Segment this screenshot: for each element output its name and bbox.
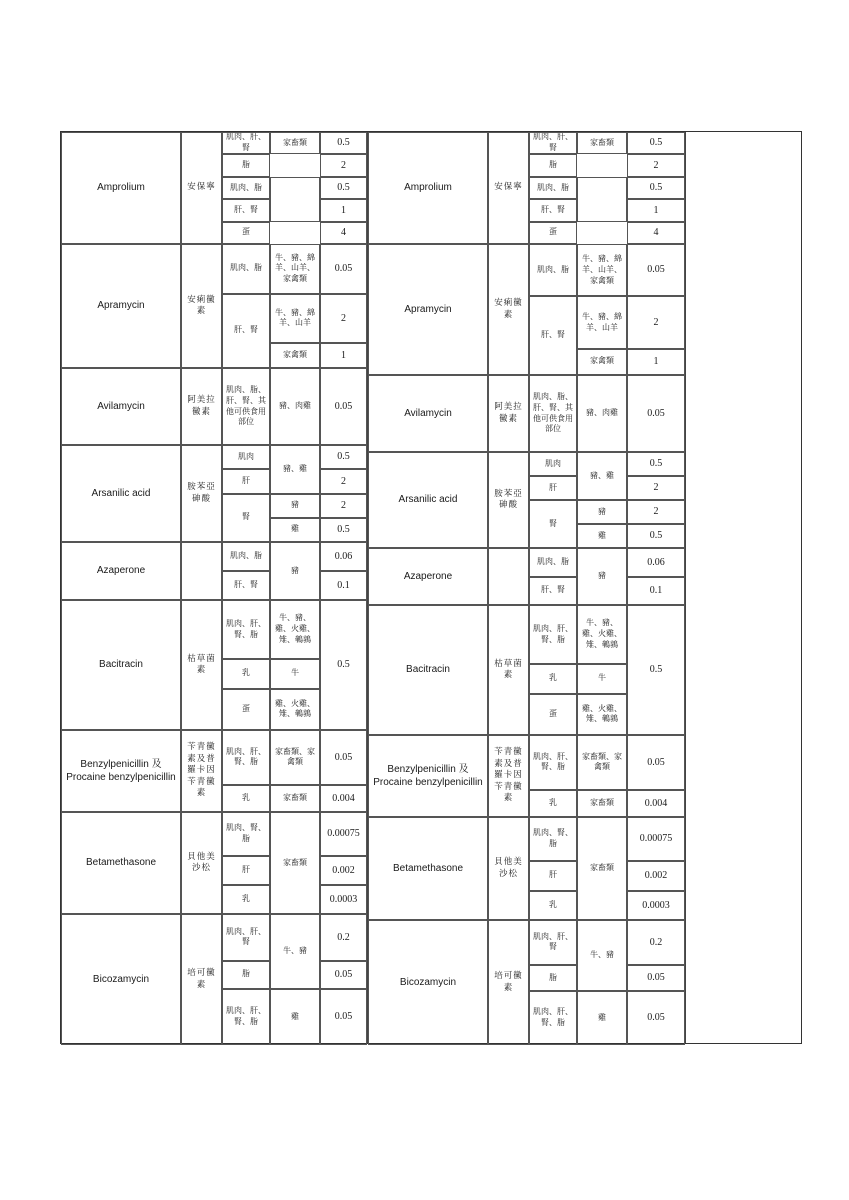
residue-limit: 0.05 [320,244,367,294]
residue-limit: 0.05 [627,244,685,296]
residue-limit: 0.05 [627,735,685,790]
residue-limit: 2 [320,494,367,518]
drug-name-chinese: 安保寧 [488,132,529,244]
tissue: 肌肉、脂 [529,244,577,296]
tissue: 肌肉、脂、肝、腎、其他可供食用部位 [529,375,577,452]
residue-limit: 0.05 [320,730,367,785]
tissue: 乳 [529,664,577,694]
tissue: 肌肉 [529,452,577,476]
species: 豬 [270,542,320,600]
species: 豬 [577,500,627,524]
tissue: 乳 [529,891,577,920]
tissue: 脂 [529,965,577,992]
species: 豬、雞 [270,445,320,494]
drug-name-chinese: 苄青黴素及普羅卡因苄青黴素 [181,730,222,812]
species: 豬、雞 [577,452,627,500]
residue-limit: 0.5 [627,132,685,154]
tissue: 肌肉、肝、腎、脂 [529,605,577,664]
residue-limit: 0.00075 [627,817,685,861]
drug-name-chinese [181,542,222,600]
drug-name: Arsanilic acid [61,445,181,542]
residue-limit: 0.05 [320,961,367,989]
residue-limit: 0.5 [320,177,367,199]
species [577,177,627,222]
drug-name: Avilamycin [368,375,488,452]
residue-limit: 2 [627,154,685,176]
tissue: 乳 [222,885,270,914]
species: 牛、豬、綿羊、山羊 [270,294,320,344]
residue-limit: 0.05 [627,991,685,1045]
residue-limit: 0.5 [320,600,367,730]
residue-limit: 0.0003 [627,891,685,920]
residue-limit: 0.5 [627,524,685,548]
tissue: 肝 [529,476,577,500]
tissue: 乳 [529,790,577,817]
drug-name-chinese: 胺苯亞砷酸 [488,452,529,548]
residue-limit: 0.00075 [320,812,367,856]
drug-name: Apramycin [61,244,181,368]
tissue: 肝 [222,469,270,493]
drug-name: Bacitracin [368,605,488,735]
species: 雞 [577,524,627,548]
species: 家畜類 [577,132,627,154]
residue-limit: 0.5 [627,452,685,476]
residue-limit: 0.5 [320,518,367,542]
drug-name: Azaperone [61,542,181,600]
species: 豬 [577,548,627,605]
residue-table-sheet [60,131,802,1044]
drug-name: Amprolium [368,132,488,244]
tissue: 肝、腎 [222,199,270,221]
tissue: 肌肉、肝、腎、脂 [222,989,270,1045]
residue-limit: 2 [627,500,685,524]
drug-name-chinese: 安痢黴素 [181,244,222,368]
drug-name-chinese [488,548,529,605]
species: 牛 [270,659,320,689]
tissue: 肌肉、脂、肝、腎、其他可供食用部位 [222,368,270,445]
species: 雞、火雞、雉、鵪鶉 [270,689,320,730]
tissue: 肌肉、脂 [529,177,577,199]
drug-name-chinese: 安保寧 [181,132,222,244]
residue-limit: 0.1 [320,571,367,600]
tissue: 肌肉、肝、腎 [222,914,270,961]
residue-limit: 1 [320,343,367,368]
drug-name: Bicozamycin [61,914,181,1045]
tissue: 乳 [222,659,270,689]
residue-limit: 0.5 [320,445,367,469]
residue-limit: 1 [320,199,367,221]
residue-limit: 4 [627,222,685,244]
tissue: 肌肉、肝、腎、脂 [222,730,270,785]
residue-limit: 0.1 [627,577,685,606]
drug-name-chinese: 培可黴素 [488,920,529,1045]
drug-name: Avilamycin [61,368,181,445]
species: 雞 [577,991,627,1045]
residue-limit: 1 [627,349,685,375]
residue-limit: 0.5 [627,605,685,735]
residue-limit: 1 [627,199,685,221]
tissue: 肌肉、脂 [529,548,577,577]
tissue: 腎 [529,500,577,548]
tissue: 肌肉、脂 [222,244,270,294]
tissue: 肌肉、肝、腎、脂 [222,600,270,659]
residue-limit: 0.05 [627,965,685,992]
tissue: 肌肉、腎、脂 [529,817,577,861]
tissue: 脂 [222,154,270,176]
residue-limit: 0.004 [320,785,367,812]
tissue: 肝、腎 [529,199,577,221]
tissue: 蛋 [529,222,577,244]
tissue: 脂 [529,154,577,176]
tissue: 脂 [222,961,270,989]
tissue: 蛋 [222,222,270,244]
species: 牛、豬、綿羊、山羊、家禽類 [577,244,627,296]
species: 家禽類 [270,343,320,368]
residue-limit: 2 [320,154,367,176]
drug-name-chinese: 苄青黴素及普羅卡因苄青黴素 [488,735,529,817]
tissue: 肌肉、腎、脂 [222,812,270,856]
tissue: 肌肉、脂 [222,177,270,199]
species: 家畜類 [270,785,320,812]
species: 雞、火雞、雉、鵪鶉 [577,694,627,735]
drug-name-chinese: 貝他美沙松 [488,817,529,920]
species: 家禽類 [577,349,627,375]
tissue: 肝、腎 [529,296,577,375]
species: 牛、豬、綿羊、山羊、家禽類 [270,244,320,294]
residue-limit: 0.002 [320,856,367,885]
tissue: 肌肉 [222,445,270,469]
drug-name: Arsanilic acid [368,452,488,548]
drug-name: Bacitracin [61,600,181,730]
residue-limit: 0.004 [627,790,685,817]
drug-name: Benzylpenicillin 及 Procaine benzylpenicillin [368,735,488,817]
species: 豬、肉雞 [270,368,320,445]
residue-limit: 0.05 [627,375,685,452]
drug-name-chinese: 培可黴素 [181,914,222,1045]
residue-limit: 0.06 [320,542,367,571]
drug-name-chinese: 貝他美沙松 [181,812,222,914]
tissue: 肝、腎 [222,294,270,368]
tissue: 肝、腎 [222,571,270,600]
tissue: 肌肉、肝、腎、脂 [529,735,577,790]
species: 家畜類 [270,812,320,914]
species: 家畜類、家禽類 [577,735,627,790]
species: 家畜類 [270,132,320,154]
species: 豬、肉雞 [577,375,627,452]
drug-name: Amprolium [61,132,181,244]
tissue: 蛋 [222,689,270,730]
residue-limit: 4 [320,222,367,244]
drug-name-chinese: 安痢黴素 [488,244,529,375]
species: 家畜類 [577,817,627,920]
drug-name: Betamethasone [61,812,181,914]
tissue: 肌肉、肝、腎 [529,920,577,965]
species: 牛、豬、綿羊、山羊 [577,296,627,348]
residue-limit: 0.002 [627,861,685,890]
tissue: 乳 [222,785,270,812]
residue-limit: 0.06 [627,548,685,577]
species: 家畜類、家禽類 [270,730,320,785]
residue-limit: 0.5 [320,132,367,154]
species: 牛、豬 [577,920,627,991]
drug-name: Apramycin [368,244,488,375]
residue-limit: 2 [627,476,685,500]
species: 家畜類 [577,790,627,817]
drug-name-chinese: 胺苯亞砷酸 [181,445,222,542]
residue-limit: 0.5 [627,177,685,199]
residue-limit: 0.0003 [320,885,367,914]
residue-limit: 2 [320,294,367,344]
species: 牛、豬、雞、火雞、雉、鵪鶉 [577,605,627,664]
tissue: 肝 [529,861,577,890]
drug-name: Azaperone [368,548,488,605]
tissue: 肝 [222,856,270,885]
tissue: 肌肉、脂 [222,542,270,571]
drug-name: Bicozamycin [368,920,488,1045]
residue-limit: 0.2 [627,920,685,965]
tissue: 肌肉、肝、腎 [529,132,577,154]
species: 雞 [270,989,320,1045]
drug-name: Benzylpenicillin 及 Procaine benzylpenicillin [61,730,181,812]
residue-limit: 2 [627,296,685,348]
species: 牛 [577,664,627,694]
species: 牛、豬、雞、火雞、雉、鵪鶉 [270,600,320,659]
residue-limit: 2 [320,469,367,493]
tissue: 腎 [222,494,270,543]
drug-name-chinese: 枯草菌素 [488,605,529,735]
species: 豬 [270,494,320,518]
tissue: 肌肉、肝、腎 [222,132,270,154]
drug-name-chinese: 枯草菌素 [181,600,222,730]
drug-name: Betamethasone [368,817,488,920]
species: 雞 [270,518,320,542]
drug-name-chinese: 阿美拉黴素 [488,375,529,452]
tissue: 蛋 [529,694,577,735]
tissue: 肝、腎 [529,577,577,606]
drug-name-chinese: 阿美拉黴素 [181,368,222,445]
residue-limit: 0.05 [320,989,367,1045]
residue-limit: 0.05 [320,368,367,445]
blank-column-border [685,132,686,1043]
tissue: 肌肉、肝、腎、脂 [529,991,577,1045]
species [270,177,320,222]
residue-limit: 0.2 [320,914,367,961]
species: 牛、豬 [270,914,320,989]
